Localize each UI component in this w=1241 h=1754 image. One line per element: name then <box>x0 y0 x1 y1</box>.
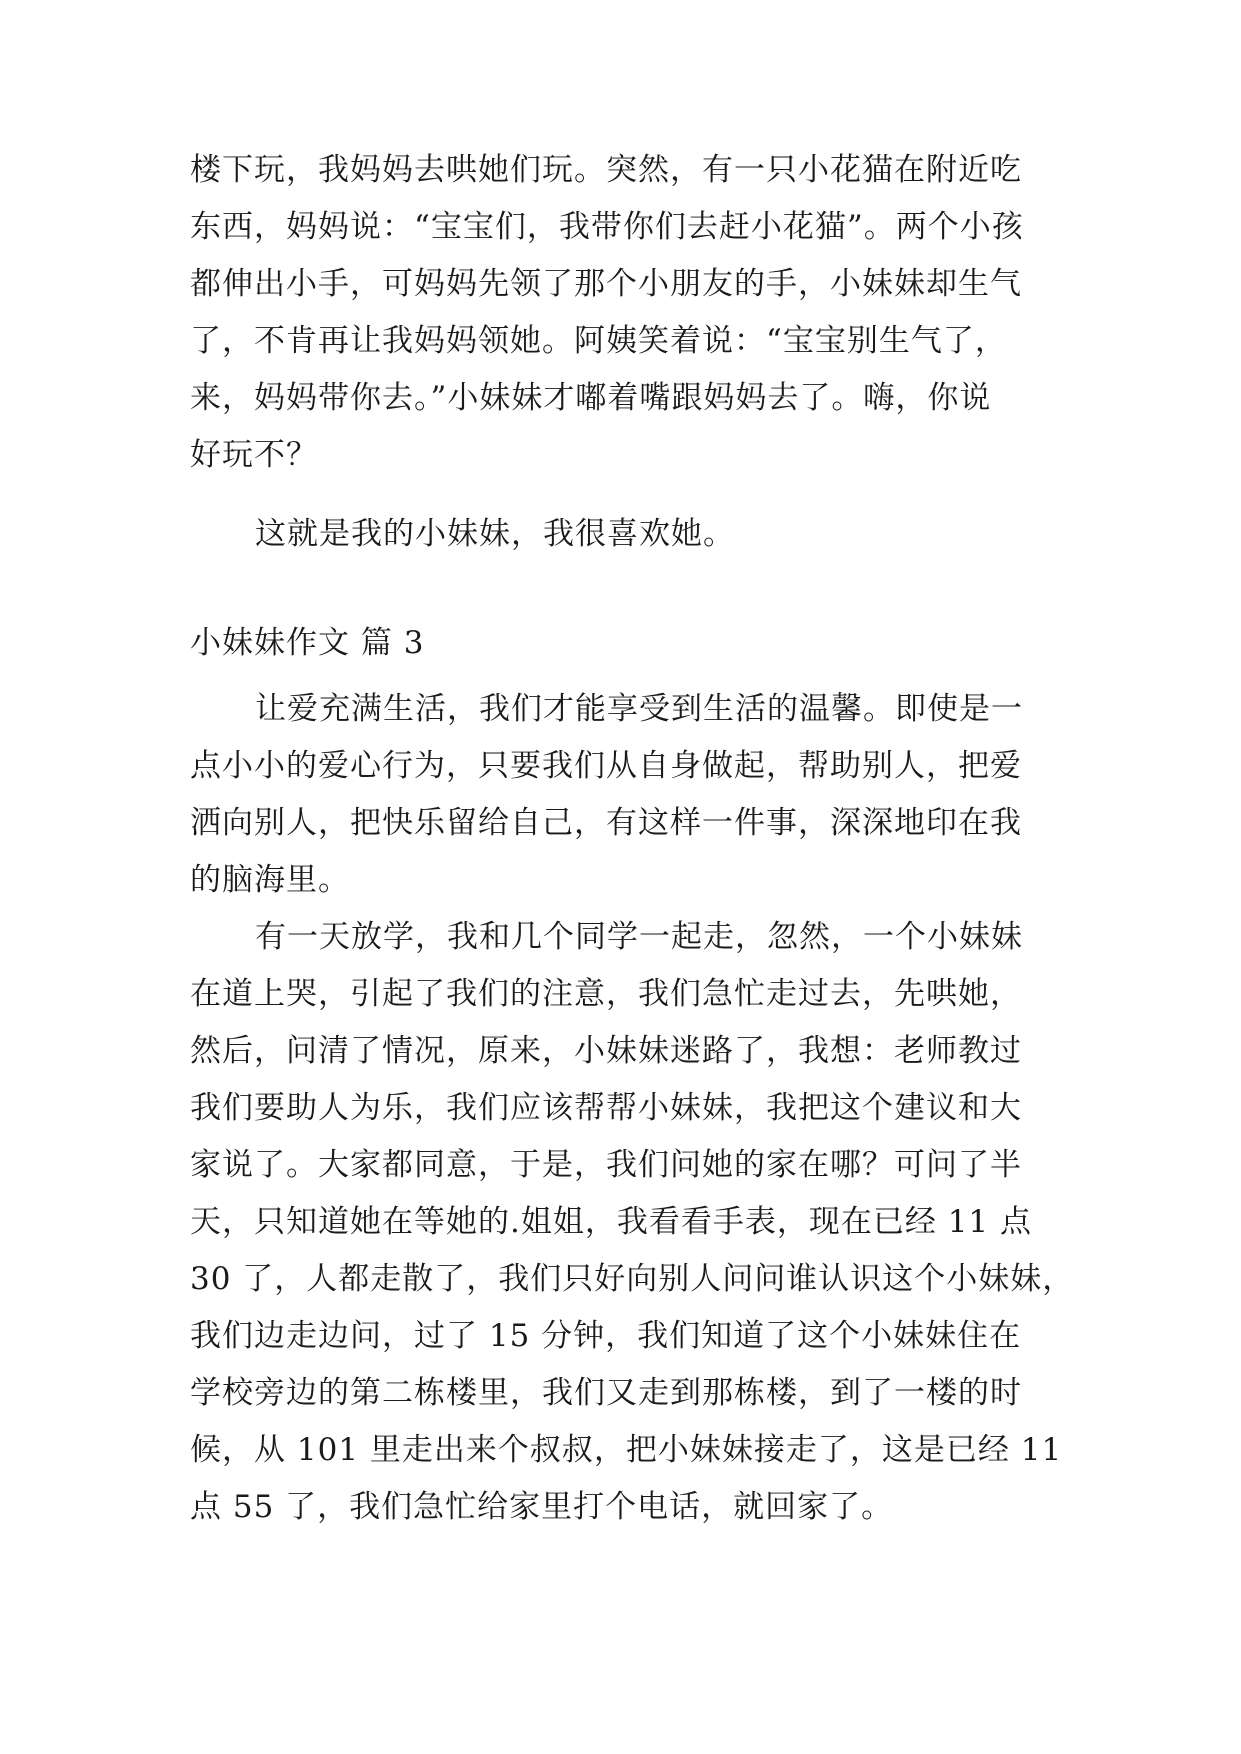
paragraph-4-line-2: 在道上哭，引起了我们的注意，我们急忙走过去，先哄她， <box>190 976 1022 1012</box>
paragraph-4-line-11: 点 55 了，我们急忙给家里打个电话，就回家了。 <box>190 1489 894 1525</box>
paragraph-1-line-6: 好玩不？ <box>190 437 318 473</box>
paragraph-1-line-2: 东西，妈妈说：“宝宝们，我带你们去赶小花猫”。两个小孩 <box>190 209 1024 245</box>
paragraph-3-line-2: 点小小的爱心行为，只要我们从自身做起，帮助别人，把爱 <box>190 748 1022 784</box>
paragraph-3-line-3: 洒向别人，把快乐留给自己，有这样一件事，深深地印在我 <box>190 805 1022 841</box>
paragraph-2-line-1: 这就是我的小妹妹，我很喜欢她。 <box>255 516 735 552</box>
paragraph-4-line-4: 我们要助人为乐，我们应该帮帮小妹妹，我把这个建议和大 <box>190 1090 1022 1126</box>
paragraph-4-line-8: 我们边走边问，过了 15 分钟，我们知道了这个小妹妹住在 <box>190 1318 1022 1354</box>
paragraph-4-line-10: 候，从 101 里走出来个叔叔，把小妹妹接走了，这是已经 11 <box>190 1432 1063 1468</box>
paragraph-1-line-3: 都伸出小手，可妈妈先领了那个小朋友的手，小妹妹却生气 <box>190 266 1022 302</box>
paragraph-1-line-1: 楼下玩，我妈妈去哄她们玩。突然，有一只小花猫在附近吃 <box>190 152 1022 188</box>
paragraph-4-line-7: 30 了，人都走散了，我们只好向别人问问谁认识这个小妹妹， <box>190 1261 1075 1297</box>
paragraph-4-line-6: 天，只知道她在等她的.姐姐，我看看手表，现在已经 11 点 <box>190 1204 1033 1240</box>
paragraph-4-line-5: 家说了。大家都同意，于是，我们问她的家在哪？可问了半 <box>190 1147 1022 1183</box>
paragraph-1-line-5: 来，妈妈带你去。”小妹妹才嘟着嘴跟妈妈去了。嗨，你说 <box>190 380 992 416</box>
paragraph-4-line-9: 学校旁边的第二栋楼里，我们又走到那栋楼，到了一楼的时 <box>190 1375 1022 1411</box>
section-title: 小妹妹作文 篇 3 <box>190 625 425 661</box>
paragraph-3-line-1: 让爱充满生活，我们才能享受到生活的温馨。即使是一 <box>255 691 1023 727</box>
paragraph-1-line-4: 了，不肯再让我妈妈领她。阿姨笑着说：“宝宝别生气了， <box>190 323 1007 359</box>
paragraph-4-line-1: 有一天放学，我和几个同学一起走，忽然，一个小妹妹 <box>255 919 1023 955</box>
paragraph-4-line-3: 然后，问清了情况，原来，小妹妹迷路了，我想：老师教过 <box>190 1033 1022 1069</box>
paragraph-3-line-4: 的脑海里。 <box>190 862 350 898</box>
